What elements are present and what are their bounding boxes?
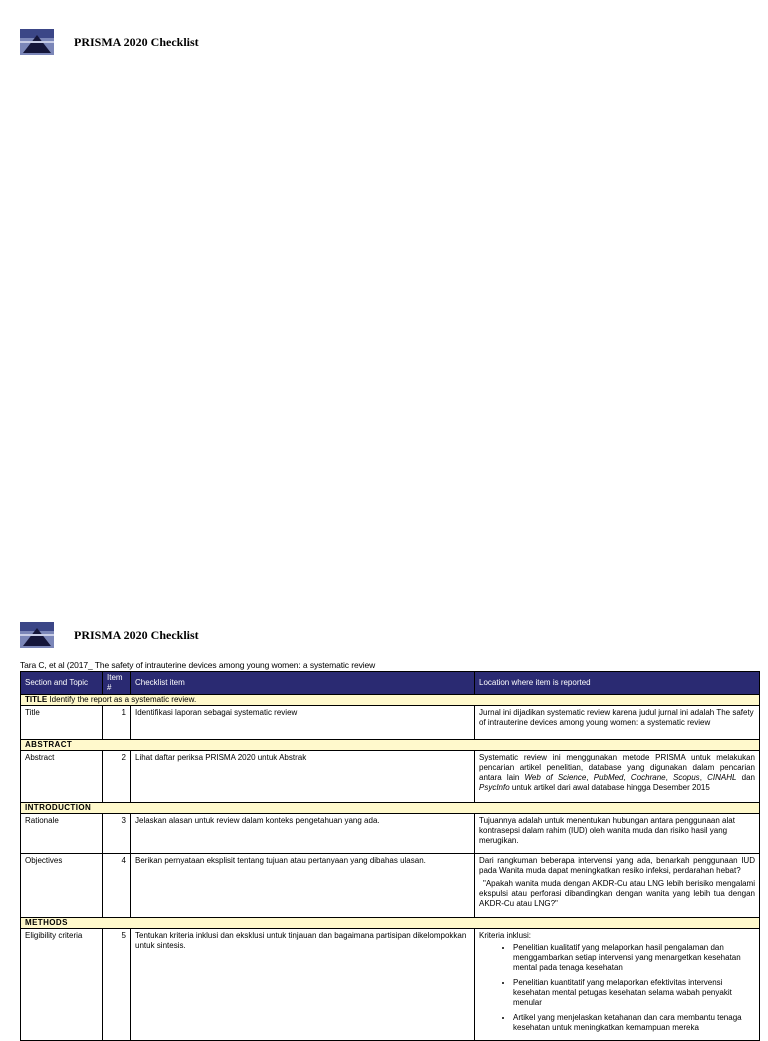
item-cell: Identifikasi laporan sebagai systematic review bbox=[131, 706, 475, 740]
list-item: • Penelitian kualitatif yang melaporkan hasil pengalaman dan menggambarkan setiap intervensi yang menargetkan kesehatan mental pada tenaga kesehatan bbox=[513, 943, 755, 973]
location-cell bbox=[475, 751, 760, 803]
separator: , bbox=[665, 773, 673, 782]
separator: , bbox=[586, 773, 594, 782]
section-row-title bbox=[21, 695, 760, 706]
checklist-table bbox=[20, 671, 760, 1041]
section-text: Identify the report as a systematic review. bbox=[49, 695, 197, 704]
table-header-row bbox=[21, 672, 760, 695]
item-num-cell: 1 bbox=[103, 706, 131, 740]
location-text: Systematic review ini menggunakan metode PRISMA untuk melakukan pencarian artikel penelitian, database yang digunakan dalam pencarian antara lain bbox=[479, 753, 755, 782]
section-label: INTRODUCTION bbox=[21, 803, 760, 814]
col-header-location: Location where item is reported bbox=[475, 672, 760, 695]
prisma-logo-icon bbox=[20, 29, 54, 55]
col-header-item-num: Item # bbox=[103, 672, 131, 695]
location-text: "Apakah wanita muda dengan AKDR-Cu atau LNG lebih berisiko mengalami ekspulsi atau perforasi dibandingkan dengan wanita yang lebih tua dengan AKDR-Cu atau LNG?" bbox=[479, 879, 755, 908]
section-label: METHODS bbox=[21, 918, 760, 929]
page-title: PRISMA 2020 Checklist bbox=[74, 627, 199, 642]
separator: dan bbox=[736, 773, 755, 782]
database-name: Cochrane bbox=[630, 773, 666, 782]
page-header-top bbox=[20, 29, 199, 55]
topic-cell: Abstract bbox=[21, 751, 103, 803]
item-num-cell: 3 bbox=[103, 814, 131, 854]
location-text: untuk artikel dari awal database hingga Desember 2015 bbox=[509, 783, 710, 792]
separator: , bbox=[699, 773, 708, 782]
page-title: PRISMA 2020 Checklist bbox=[74, 34, 199, 49]
item-cell: Berikan pernyataan eksplisit tentang tujuan atau pertanyaan yang dibahas ulasan. bbox=[131, 854, 475, 918]
topic-cell: Rationale bbox=[21, 814, 103, 854]
item-cell: Tentukan kriteria inklusi dan eksklusi untuk tinjauan dan bagaimana partisipan dikelompokkan untuk sintesis. bbox=[131, 929, 475, 1041]
item-cell: Lihat daftar periksa PRISMA 2020 untuk Abstrak bbox=[131, 751, 475, 803]
topic-cell: Eligibility criteria bbox=[21, 929, 103, 1041]
topic-cell: Title bbox=[21, 706, 103, 740]
location-cell: Tujuannya adalah untuk menentukan hubungan antara penggunaan alat kontrasepsi dalam rahim (IUD) oleh wanita muda dan risiko hasil yang merugikan. bbox=[475, 814, 760, 854]
location-text: Kriteria inklusi: bbox=[479, 931, 532, 940]
table-row bbox=[21, 854, 760, 918]
topic-cell: Objectives bbox=[21, 854, 103, 918]
section-label: ABSTRACT bbox=[21, 740, 760, 751]
database-name: CINAHL bbox=[707, 773, 737, 782]
prisma-logo-icon bbox=[20, 622, 54, 648]
list-item: • Penelitian kuantitatif yang melaporkan efektivitas intervensi kesehatan mental petugas kesehatan selama wabah penyakit menular bbox=[513, 978, 755, 1008]
criteria-list bbox=[479, 943, 755, 1033]
location-cell: Jurnal ini dijadikan systematic review karena judul jurnal ini adalah The safety of intrauterine devices among young women: a systematic review bbox=[475, 706, 760, 740]
col-header-section: Section and Topic bbox=[21, 672, 103, 695]
item-num-cell: 2 bbox=[103, 751, 131, 803]
list-item: • Artikel yang menjelaskan ketahanan dan cara membantu tenaga kesehatan untuk meningkatkan kemampuan mereka bbox=[513, 1013, 755, 1033]
database-name: PubMed bbox=[593, 773, 624, 782]
item-num-cell: 5 bbox=[103, 929, 131, 1041]
database-name: PsycInfo bbox=[479, 783, 510, 792]
section-row-methods bbox=[21, 918, 760, 929]
section-row-introduction bbox=[21, 803, 760, 814]
table-row bbox=[21, 706, 760, 740]
location-text: Dari rangkuman beberapa intervensi yang ada, benarkah penggunaan IUD pada Wanita muda dapat meningkatkan resiko infeksi, perdarahan hebat? bbox=[479, 856, 755, 875]
item-num-cell: 4 bbox=[103, 854, 131, 918]
table-row bbox=[21, 751, 760, 803]
database-name: Web of Science bbox=[524, 773, 587, 782]
reference-line: Tara C, et al (2017_ The safety of intrauterine devices among young women: a systematic review bbox=[20, 660, 376, 670]
section-row-abstract bbox=[21, 740, 760, 751]
database-name: Scopus bbox=[673, 773, 700, 782]
item-cell: Jelaskan alasan untuk review dalam konteks pengetahuan yang ada. bbox=[131, 814, 475, 854]
section-label: TITLE bbox=[25, 695, 48, 704]
col-header-checklist-item: Checklist item bbox=[131, 672, 475, 695]
page-header-second bbox=[20, 622, 199, 648]
table-row bbox=[21, 814, 760, 854]
checklist-table-wrapper bbox=[20, 671, 759, 1041]
separator: , bbox=[623, 773, 631, 782]
location-cell bbox=[475, 854, 760, 918]
